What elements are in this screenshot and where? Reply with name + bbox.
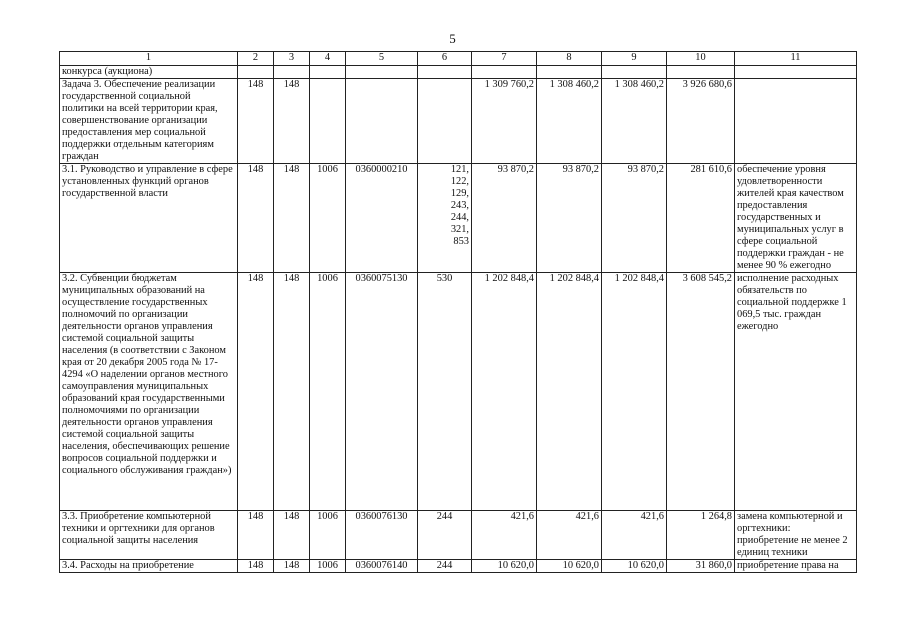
cell: 1 309 760,2 [472,79,537,164]
cell: 1006 [310,164,346,273]
cell: 530 [418,273,472,511]
cell: 1 264,8 [667,511,735,560]
cell: 0360076140 [346,560,418,573]
column-header: 1 [60,52,238,66]
cell: 93 870,2 [537,164,602,273]
cell [310,66,346,79]
table-row [60,79,857,164]
cell: 93 870,2 [472,164,537,273]
cell-description: конкурса (аукциона) [60,66,238,79]
cell [602,66,667,79]
table-row [60,560,857,573]
table-row [60,66,857,79]
cell: 93 870,2 [602,164,667,273]
cell: 148 [274,560,310,573]
cell: 10 620,0 [602,560,667,573]
cell: 1006 [310,511,346,560]
cell [537,66,602,79]
cell: 10 620,0 [537,560,602,573]
cell: 281 610,6 [667,164,735,273]
budget-table [59,51,857,573]
cell: 148 [238,560,274,573]
cell: 1 202 848,4 [602,273,667,511]
column-header: 3 [274,52,310,66]
cell: 3 608 545,2 [667,273,735,511]
cell-kvr-codes: 121, 122, 129, 243, 244, 321, 853 [418,164,472,273]
column-header: 2 [238,52,274,66]
cell [238,66,274,79]
cell: 1 202 848,4 [472,273,537,511]
cell-result: замена компьютерной и оргтехники: приобретение не менее 2 единиц техники [735,511,857,560]
cell-description: 3.3. Приобретение компьютерной техники и оргтехники для органов социальной защиты населения [60,511,238,560]
cell: 31 860,0 [667,560,735,573]
cell-description: 3.1. Руководство и управление в сфере установленных функций органов государственной власти [60,164,238,273]
cell: 148 [274,79,310,164]
cell: 0360075130 [346,273,418,511]
cell: 1 308 460,2 [537,79,602,164]
cell: 0360000210 [346,164,418,273]
cell: 3 926 680,6 [667,79,735,164]
cell: 1006 [310,273,346,511]
cell-result [735,66,857,79]
cell: 10 620,0 [472,560,537,573]
cell-result [735,79,857,164]
header-row [60,52,857,66]
cell [418,79,472,164]
column-header: 10 [667,52,735,66]
cell-result: исполнение расходных обязательств по социальной поддержке 1 069,5 тыс. граждан ежегодно [735,273,857,511]
cell: 1006 [310,560,346,573]
page-number: 5 [449,31,456,46]
cell [310,79,346,164]
cell: 148 [274,273,310,511]
cell: 148 [238,511,274,560]
cell: 148 [238,79,274,164]
table-row [60,164,857,273]
column-header: 4 [310,52,346,66]
column-header: 6 [418,52,472,66]
cell [418,66,472,79]
cell: 421,6 [602,511,667,560]
cell: 148 [238,164,274,273]
column-header: 8 [537,52,602,66]
cell [346,66,418,79]
column-header: 7 [472,52,537,66]
cell-description: Задача 3. Обеспечение реализации государственной социальной политики на всей территории края, совершенствование организации предоставления мер социальной поддержки отдельным категориям граждан [60,79,238,164]
column-header: 5 [346,52,418,66]
cell [346,79,418,164]
cell: 244 [418,511,472,560]
cell-description: 3.2. Субвенции бюджетам муниципальных образований на осуществление государственных полномочий по организации деятельности органов управления системой социальной защиты населения (в соответствии с Законом края от 20 декабря 2005 года № 17-4294 «О наделении органов местного самоуправления муниципальных образований края государственными полномочиями по организации деятельности органов управления системой социальной защиты населения, обеспечивающих решение вопросов социальной поддержки и социального обслуживания граждан») [60,273,238,511]
cell: 148 [238,273,274,511]
cell: 421,6 [472,511,537,560]
column-header: 9 [602,52,667,66]
cell-result: приобретение права на [735,560,857,573]
cell: 1 202 848,4 [537,273,602,511]
cell: 244 [418,560,472,573]
cell-result: обеспечение уровня удовлетворенности жителей края качеством предоставления государственных и муниципальных услуг в сфере социальной поддержки граждан - не менее 90 % ежегодно [735,164,857,273]
table-row [60,273,857,511]
cell-description: 3.4. Расходы на приобретение [60,560,238,573]
cell: 0360076130 [346,511,418,560]
cell: 148 [274,164,310,273]
cell [274,66,310,79]
table-row [60,511,857,560]
cell: 148 [274,511,310,560]
column-header: 11 [735,52,857,66]
cell: 1 308 460,2 [602,79,667,164]
cell [472,66,537,79]
cell [667,66,735,79]
cell: 421,6 [537,511,602,560]
